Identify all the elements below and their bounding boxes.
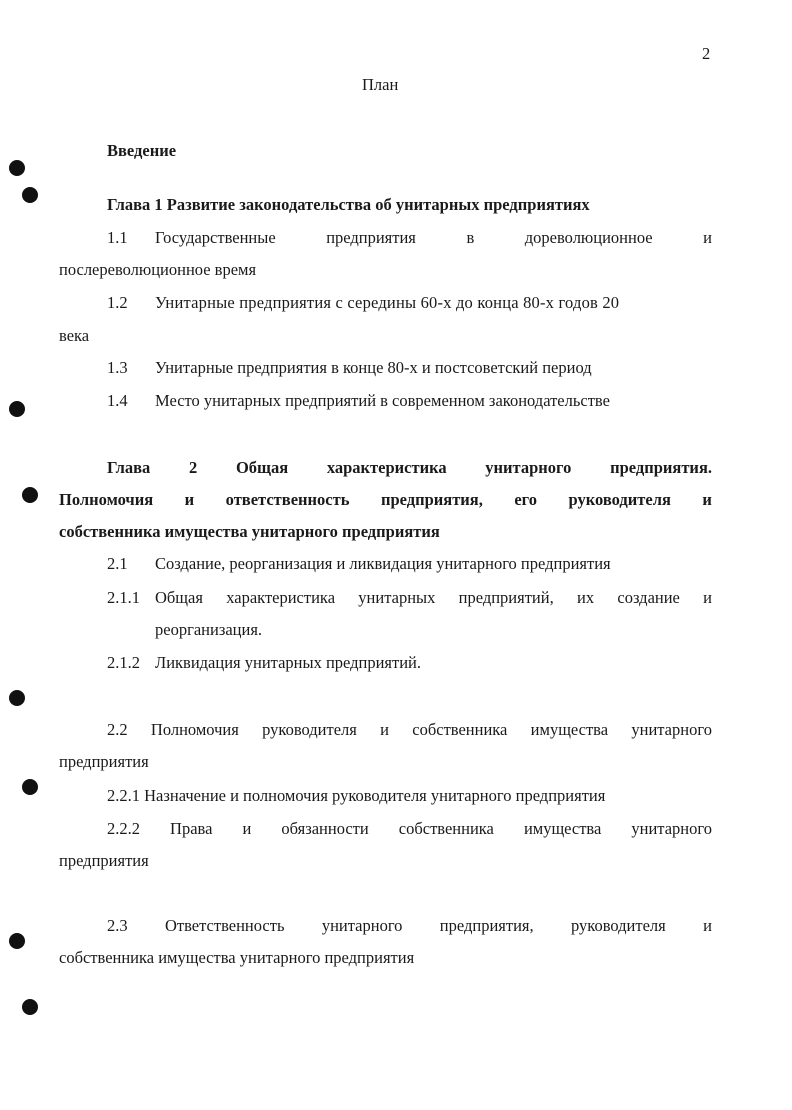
section-1-1-text — [155, 227, 712, 249]
word: дореволюционное — [524, 228, 653, 247]
binder-hole — [22, 779, 38, 795]
word: и — [703, 916, 712, 935]
binder-hole — [9, 933, 25, 949]
binder-hole — [22, 487, 38, 503]
word: унитарного — [631, 819, 712, 838]
word: в — [466, 228, 475, 247]
word: 2.2.2 — [107, 819, 140, 838]
word: предприятий, — [458, 588, 554, 607]
page-number: 2 — [702, 44, 711, 63]
chapter2-heading-line2 — [59, 489, 712, 511]
section-2-1-1-continuation: реорганизация. — [155, 620, 263, 639]
word: Полномочия — [150, 720, 239, 739]
word: предприятия, — [439, 916, 534, 935]
word: и — [703, 588, 712, 607]
section-2-1-number: 2.1 — [107, 554, 128, 573]
word: 2 — [189, 458, 198, 477]
section-2-2-2-continuation: предприятия — [59, 851, 149, 870]
section-2-1-text: Создание, реорганизация и ликвидация унитарного предприятия — [155, 554, 611, 573]
chapter2-heading-line3: собственника имущества унитарного предприятия — [59, 522, 440, 541]
word: его — [514, 490, 538, 509]
word: и — [184, 490, 195, 509]
word: собственника — [398, 819, 494, 838]
section-2-3-continuation: собственника имущества унитарного предприятия — [59, 948, 415, 967]
word: характеристика — [226, 588, 336, 607]
word: и — [703, 228, 712, 247]
binder-hole — [22, 999, 38, 1015]
word: их — [577, 588, 595, 607]
word: собственника — [412, 720, 508, 739]
binder-hole — [9, 690, 25, 706]
page-title: План — [362, 75, 399, 94]
chapter2-heading-line1 — [107, 457, 712, 479]
section-1-2-text: Унитарные предприятия с середины 60-х до конца 80-х годов 20 — [155, 293, 620, 312]
word: ответственность — [225, 490, 350, 509]
word: руководителя — [262, 720, 357, 739]
word: унитарного — [485, 458, 572, 477]
word: имущества — [530, 720, 609, 739]
section-1-2-continuation: века — [59, 326, 90, 345]
word: Ответственность — [164, 916, 285, 935]
section-2-1-1-number: 2.1.1 — [107, 588, 140, 607]
word: Права — [170, 819, 213, 838]
section-1-4-number: 1.4 — [107, 391, 128, 410]
word: Государственные — [155, 228, 276, 247]
section-2-1-1-text — [155, 587, 712, 609]
binder-hole — [22, 187, 38, 203]
word: Общая — [155, 588, 203, 607]
section-2-2-2-text — [107, 818, 712, 840]
word: и — [380, 720, 389, 739]
word: Общая — [235, 458, 289, 477]
word: Полномочия — [59, 490, 154, 509]
section-1-1-continuation: послереволюционное время — [59, 260, 257, 279]
word: создание — [617, 588, 680, 607]
word: руководителя — [571, 916, 666, 935]
section-2-1-2-text: Ликвидация унитарных предприятий. — [155, 653, 422, 672]
word: обязанности — [281, 819, 369, 838]
section-1-4-text: Место унитарных предприятий в современном законодательстве — [155, 391, 610, 410]
word: предприятия. — [610, 458, 712, 477]
word: руководителя — [568, 490, 671, 509]
word: и — [242, 819, 252, 838]
word: предприятия, — [380, 490, 483, 509]
word: унитарного — [631, 720, 712, 739]
section-2-2-1-text: 2.2.1 Назначение и полномочия руководителя унитарного предприятия — [107, 786, 606, 805]
word: имущества — [523, 819, 602, 838]
word: характеристика — [326, 458, 447, 477]
section-2-3-text — [107, 915, 712, 937]
word: Глава — [107, 458, 151, 477]
section-1-1-number: 1.1 — [107, 228, 128, 247]
section-2-2-continuation: предприятия — [59, 752, 149, 771]
intro-heading: Введение — [107, 141, 177, 160]
section-1-2-number: 1.2 — [107, 293, 128, 312]
section-1-3-text: Унитарные предприятия в конце 80-х и постсоветский период — [155, 358, 592, 377]
word: унитарных — [358, 588, 436, 607]
word: и — [702, 490, 712, 509]
word: 2.2 — [107, 720, 128, 739]
word: 2.3 — [107, 916, 128, 935]
section-2-2-text — [107, 719, 712, 741]
section-2-1-2-number: 2.1.2 — [107, 653, 140, 672]
chapter1-heading: Глава 1 Развитие законодательства об унитарных предприятиях — [107, 195, 590, 214]
word: предприятия — [326, 228, 416, 247]
binder-hole — [9, 401, 25, 417]
section-1-3-number: 1.3 — [107, 358, 128, 377]
binder-hole — [9, 160, 25, 176]
word: унитарного — [321, 916, 403, 935]
